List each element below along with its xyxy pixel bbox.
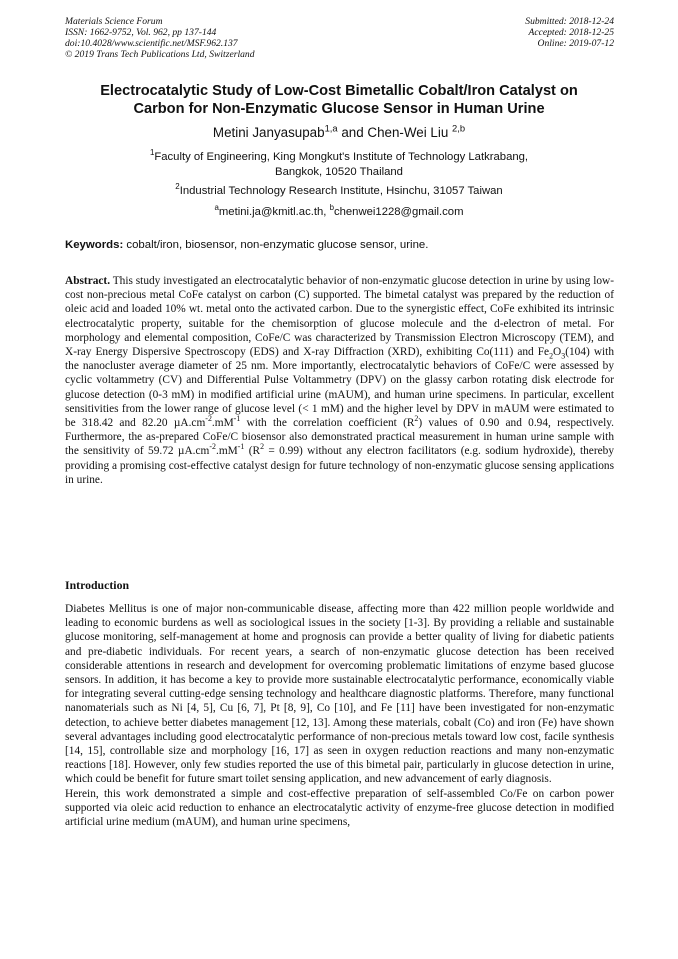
submission-dates — [525, 16, 614, 49]
journal-copyright: © 2019 Trans Tech Publications Ltd, Switzerland — [65, 49, 255, 60]
abstract-text-oxygen: O — [553, 346, 562, 359]
abstract-text-2: (104) with the nanocluster average diameter of 25 nm. More importantly, electrocatalytic behaviors of CoFe/C were assessed by cyclic voltammetry (CV) and Differential Pulse Voltammetry (DPV) on the glassy carbon rotating disk electrode for glucose detection (0-3 mM) in modified artificial urine (mAUM), and human urine specimens. In particular, excellent sensitivities from the lower range of glucose level (< 1 mM) and the higher level by DPV in mAUM were estimated to be 318.42 and 82.20 µA.cm — [65, 346, 614, 430]
accepted-date: Accepted: 2018-12-25 — [528, 27, 614, 38]
introduction-body — [65, 602, 614, 829]
abstract-unit: .mM — [215, 445, 238, 458]
affiliation-1 — [40, 150, 638, 180]
superscript: -2 — [205, 414, 212, 424]
affiliation-1-line-1: Faculty of Engineering, King Mongkut's Institute of Technology Latkrabang, — [154, 151, 529, 163]
journal-issn: ISSN: 1662-9752, Vol. 962, pp 137-144 — [65, 27, 217, 38]
keywords-text: cobalt/iron, biosensor, non-enzymatic glucose sensor, urine. — [123, 239, 429, 251]
authors-and: and — [337, 125, 368, 140]
subscript: 2 — [549, 351, 554, 361]
subscript: 3 — [561, 351, 566, 361]
introduction-paragraph-2: Herein, this work demonstrated a simple and cost-effective preparation of self-assembled Co/Fe on carbon power supported via oleic acid reduction to enhance an electrocatalytic activity of enzyme-free glucose detection in modified artificial urine medium (mAUM), and human urine specimens, — [65, 787, 614, 829]
email-a-mark: a — [214, 203, 219, 213]
journal-name: Materials Science Forum — [65, 16, 163, 27]
superscript: -1 — [237, 442, 245, 452]
author-1-affiliation: 1,a — [324, 123, 338, 134]
affiliation-2-mark: 2 — [175, 182, 180, 192]
authors — [40, 125, 638, 141]
introduction-paragraph-1: Diabetes Mellitus is one of major non-communicable disease, affecting more than 422 million people worldwide and leading to economic burdens as well as sociological issues in the society [1-3]. By providing a reliable and sustainable glucose monitoring, self-management at home and prognosis can provide a better quality of living for diabetic patients and pre-diabetic individuals. For recent years, a search of non-enzymatic glucose detection has been received considerable attentions in research and development for overcoming problematic limitations of enzyme based glucose sensors. In addition, it has become a key to provide more sustainable electrocatalytic performance, economically viable for integrating several cutting-edge sensing technology and healthcare diagnostic platforms. Therefore, many functional nanomaterials such as Ni [4, 5], Cu [6, 7], Pt [8, 9], Co [10], and Fe [11] have been investigated for non-enzymatic detection, to achieve better diabetes management [12, 13]. Among these materials, cobalt (Co) and iron (Fe) have shown several advantages including good electrocatalytic performance of non-precious metals toward low cost, facile synthesis [14, 15], controllable size and morphology [16, 17] as seen in oxygen reduction reactions and many non-enzymatic reactions [18]. However, only few studies reported the use of this bimetal pair, particularly in glucose detection in urine, which could be benefit for future smart toilet sensing application, and new advancement of early diagnosis. — [65, 603, 614, 786]
author-2-affiliation: 2,b — [452, 123, 466, 134]
abstract-unit: .mM — [211, 417, 234, 430]
online-date: Online: 2019-07-12 — [537, 38, 614, 49]
author-emails — [40, 205, 638, 220]
superscript: -1 — [233, 414, 241, 424]
abstract-text-3: with the correlation coefficient (R — [240, 417, 415, 430]
journal-doi: doi:10.4028/www.scientific.net/MSF.962.137 — [65, 38, 238, 49]
introduction-heading: Introduction — [65, 578, 130, 592]
superscript: 2 — [414, 414, 419, 424]
keywords-label: Keywords: — [65, 239, 124, 251]
journal-info — [65, 16, 255, 60]
abstract — [65, 274, 614, 487]
email-b: chenwei1228@gmail.com — [333, 206, 464, 218]
abstract-text-4: ) values of 0.90 and 0.94, respectively. Furthermore, the as-prepared CoFe/C biosensor also demonstrated practical measurement in human urine sample with the sensitivity of 59.72 µA.cm — [65, 417, 615, 458]
title-line-1: Electrocatalytic Study of Low-Cost Bimetallic Cobalt/Iron Catalyst on — [100, 83, 578, 99]
affiliation-2 — [40, 184, 638, 199]
affiliation-1-mark: 1 — [149, 148, 155, 158]
author-1: Metini Janyasupab — [212, 125, 325, 140]
superscript: 2 — [260, 442, 265, 452]
title-line-2: Carbon for Non-Enzymatic Glucose Sensor in Human Urine — [133, 101, 545, 117]
abstract-text-1: This study investigated an electrocatalytic behavior of non-enzymatic glucose detection in urine by using low-cost non-precious metal CoFe catalyst on carbon (C) supported. The bimetal catalyst was prepared by the reduction of oleic acid and loaded 10% wt. metal onto the activated carbon. Due to the synergistic effect, CoFe exhibited its intrinsic electrocatalytic property, suitable for the chemisorption of glucose molecule and the d-electron of metal. For morphology and elemental composition, CoFe/C was characterized by Transmission Electron Microscopy (TEM), and X-ray Energy Dispersive Spectroscopy (EDS) and X-ray Diffraction (XRD), exhibiting Co(111) and Fe — [65, 275, 614, 359]
email-b-mark: b — [329, 203, 334, 213]
abstract-text-6: = 0.99) without any electron facilitators (e.g. sodium hydroxide), thereby providing a promising cost-effective catalyst design for future technology of non-enzymatic glucose sensing applications in urine. — [65, 445, 614, 486]
superscript: -2 — [209, 442, 216, 452]
affiliation-1-line-2: Bangkok, 10520 Thailand — [275, 166, 403, 178]
paper-title — [40, 82, 638, 118]
keywords — [65, 238, 615, 253]
abstract-text-5: (R — [244, 445, 261, 458]
affiliation-2-text: Industrial Technology Research Institute, Hsinchu, 31057 Taiwan — [179, 185, 503, 197]
abstract-label: Abstract. — [65, 275, 111, 287]
email-a: metini.ja@kmitl.ac.th, — [218, 206, 330, 218]
submitted-date: Submitted: 2018-12-24 — [525, 16, 614, 27]
author-2: Chen-Wei Liu — [367, 125, 453, 140]
